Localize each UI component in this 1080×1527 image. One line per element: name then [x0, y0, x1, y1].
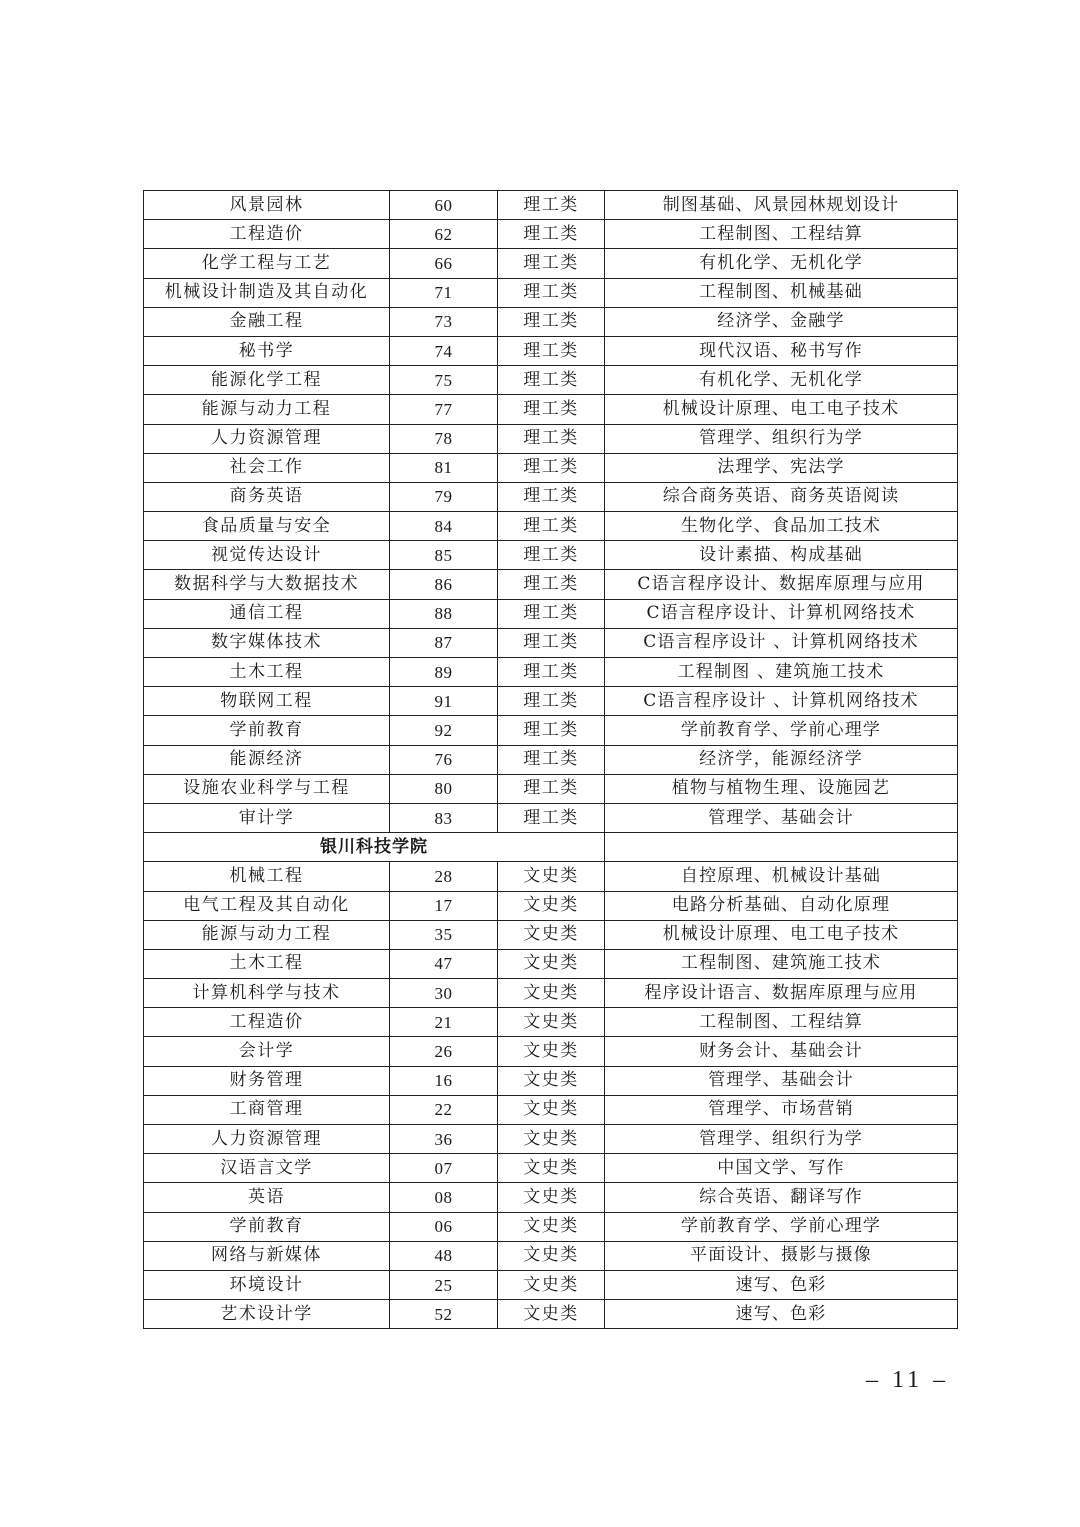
category-cell: 文史类	[498, 891, 605, 920]
table-row	[144, 687, 958, 716]
code-cell: 52	[390, 1300, 498, 1329]
category-cell: 理工类	[498, 191, 605, 220]
category-cell: 文史类	[498, 1095, 605, 1124]
subjects-cell: 管理学、组织行为学	[605, 424, 958, 453]
major-cell: 能源与动力工程	[144, 395, 390, 424]
code-cell: 30	[390, 979, 498, 1008]
code-cell: 66	[390, 249, 498, 278]
major-cell: 设施农业科学与工程	[144, 774, 390, 803]
table-row	[144, 512, 958, 541]
code-cell: 71	[390, 278, 498, 307]
code-cell: 75	[390, 366, 498, 395]
code-cell: 73	[390, 307, 498, 336]
subjects-cell: 程序设计语言、数据库原理与应用	[605, 979, 958, 1008]
category-cell: 理工类	[498, 307, 605, 336]
table-row	[144, 278, 958, 307]
major-cell: 风景园林	[144, 191, 390, 220]
major-cell: 工商管理	[144, 1095, 390, 1124]
subjects-cell: 有机化学、无机化学	[605, 249, 958, 278]
category-cell: 理工类	[498, 366, 605, 395]
major-cell: 英语	[144, 1183, 390, 1212]
major-cell: 化学工程与工艺	[144, 249, 390, 278]
code-cell: 78	[390, 424, 498, 453]
subjects-cell: 机械设计原理、电工电子技术	[605, 395, 958, 424]
subjects-cell: 速写、色彩	[605, 1300, 958, 1329]
category-cell: 理工类	[498, 278, 605, 307]
table-row	[144, 803, 958, 832]
code-cell: 89	[390, 658, 498, 687]
table-row	[144, 1154, 958, 1183]
table-row	[144, 249, 958, 278]
code-cell: 17	[390, 891, 498, 920]
code-cell: 25	[390, 1270, 498, 1299]
major-cell: 数据科学与大数据技术	[144, 570, 390, 599]
subjects-cell: 管理学、组织行为学	[605, 1125, 958, 1154]
major-cell: 学前教育	[144, 716, 390, 745]
subjects-cell: 经济学、金融学	[605, 307, 958, 336]
category-cell: 文史类	[498, 1066, 605, 1095]
category-cell: 文史类	[498, 1037, 605, 1066]
category-cell: 理工类	[498, 512, 605, 541]
major-cell: 物联网工程	[144, 687, 390, 716]
code-cell: 60	[390, 191, 498, 220]
code-cell: 77	[390, 395, 498, 424]
table-row	[144, 979, 958, 1008]
code-cell: 28	[390, 862, 498, 891]
table-row	[144, 570, 958, 599]
table-row	[144, 1037, 958, 1066]
major-cell: 审计学	[144, 803, 390, 832]
category-cell: 文史类	[498, 979, 605, 1008]
major-cell: 食品质量与安全	[144, 512, 390, 541]
subjects-cell: 经济学，能源经济学	[605, 745, 958, 774]
major-cell: 秘书学	[144, 336, 390, 365]
table-row	[144, 307, 958, 336]
category-cell: 文史类	[498, 1212, 605, 1241]
major-cell: 机械设计制造及其自动化	[144, 278, 390, 307]
code-cell: 26	[390, 1037, 498, 1066]
category-cell: 理工类	[498, 628, 605, 657]
table-row	[144, 453, 958, 482]
page-number: – 11 –	[866, 1367, 950, 1393]
code-cell: 87	[390, 628, 498, 657]
category-cell: 理工类	[498, 570, 605, 599]
table-row	[144, 541, 958, 570]
code-cell: 76	[390, 745, 498, 774]
code-cell: 88	[390, 599, 498, 628]
table-row	[144, 366, 958, 395]
subjects-cell: 法理学、宪法学	[605, 453, 958, 482]
table-row	[144, 191, 958, 220]
major-cell: 会计学	[144, 1037, 390, 1066]
major-cell: 人力资源管理	[144, 1125, 390, 1154]
major-cell: 能源与动力工程	[144, 920, 390, 949]
category-cell: 理工类	[498, 745, 605, 774]
section-header-empty-cell	[605, 833, 958, 862]
category-cell: 理工类	[498, 482, 605, 511]
category-cell: 文史类	[498, 1300, 605, 1329]
category-cell: 文史类	[498, 1125, 605, 1154]
category-cell: 理工类	[498, 716, 605, 745]
code-cell: 48	[390, 1241, 498, 1270]
category-cell: 文史类	[498, 1183, 605, 1212]
majors-table	[143, 190, 958, 1329]
table-row	[144, 1008, 958, 1037]
code-cell: 36	[390, 1125, 498, 1154]
subjects-cell: 机械设计原理、电工电子技术	[605, 920, 958, 949]
category-cell: 理工类	[498, 220, 605, 249]
subjects-cell: 工程制图、工程结算	[605, 220, 958, 249]
subjects-cell: 植物与植物生理、设施园艺	[605, 774, 958, 803]
table-row	[144, 1300, 958, 1329]
subjects-cell: 学前教育学、学前心理学	[605, 1212, 958, 1241]
subjects-cell: C语言程序设计、计算机网络技术	[605, 599, 958, 628]
category-cell: 理工类	[498, 395, 605, 424]
code-cell: 16	[390, 1066, 498, 1095]
major-cell: 人力资源管理	[144, 424, 390, 453]
major-cell: 商务英语	[144, 482, 390, 511]
subjects-cell: 生物化学、食品加工技术	[605, 512, 958, 541]
table-row	[144, 1270, 958, 1299]
table-row	[144, 774, 958, 803]
subjects-cell: C语言程序设计、数据库原理与应用	[605, 570, 958, 599]
section-header-group	[144, 833, 958, 862]
subjects-cell: 综合商务英语、商务英语阅读	[605, 482, 958, 511]
table-row	[144, 599, 958, 628]
subjects-cell: 管理学、基础会计	[605, 803, 958, 832]
category-cell: 理工类	[498, 658, 605, 687]
code-cell: 35	[390, 920, 498, 949]
major-cell: 能源经济	[144, 745, 390, 774]
table-row	[144, 1125, 958, 1154]
table-row	[144, 862, 958, 891]
table-row	[144, 395, 958, 424]
table-row	[144, 1212, 958, 1241]
major-cell: 艺术设计学	[144, 1300, 390, 1329]
table-row	[144, 949, 958, 978]
major-cell: 工程造价	[144, 1008, 390, 1037]
table-row	[144, 1241, 958, 1270]
subjects-cell: 设计素描、构成基础	[605, 541, 958, 570]
code-cell: 47	[390, 949, 498, 978]
major-cell: 土木工程	[144, 658, 390, 687]
category-cell: 理工类	[498, 774, 605, 803]
subjects-cell: 工程制图、建筑施工技术	[605, 949, 958, 978]
science-rows	[144, 191, 958, 833]
code-cell: 81	[390, 453, 498, 482]
category-cell: 文史类	[498, 1154, 605, 1183]
liberal-arts-rows	[144, 862, 958, 1329]
code-cell: 91	[390, 687, 498, 716]
subjects-cell: 制图基础、风景园林规划设计	[605, 191, 958, 220]
major-cell: 金融工程	[144, 307, 390, 336]
major-cell: 机械工程	[144, 862, 390, 891]
category-cell: 文史类	[498, 1270, 605, 1299]
code-cell: 21	[390, 1008, 498, 1037]
table-row	[144, 220, 958, 249]
subjects-cell: 电路分析基础、自动化原理	[605, 891, 958, 920]
major-cell: 社会工作	[144, 453, 390, 482]
section-header-row	[144, 833, 958, 862]
subjects-cell: C语言程序设计 、计算机网络技术	[605, 687, 958, 716]
subjects-cell: 管理学、基础会计	[605, 1066, 958, 1095]
subjects-cell: 工程制图、工程结算	[605, 1008, 958, 1037]
major-cell: 通信工程	[144, 599, 390, 628]
category-cell: 理工类	[498, 803, 605, 832]
subjects-cell: C语言程序设计 、计算机网络技术	[605, 628, 958, 657]
code-cell: 07	[390, 1154, 498, 1183]
category-cell: 文史类	[498, 1241, 605, 1270]
major-cell: 视觉传达设计	[144, 541, 390, 570]
category-cell: 文史类	[498, 920, 605, 949]
table-row	[144, 716, 958, 745]
code-cell: 85	[390, 541, 498, 570]
major-cell: 计算机科学与技术	[144, 979, 390, 1008]
code-cell: 92	[390, 716, 498, 745]
table-row	[144, 745, 958, 774]
code-cell: 79	[390, 482, 498, 511]
category-cell: 理工类	[498, 249, 605, 278]
code-cell: 84	[390, 512, 498, 541]
table-row	[144, 424, 958, 453]
subjects-cell: 有机化学、无机化学	[605, 366, 958, 395]
major-cell: 能源化学工程	[144, 366, 390, 395]
code-cell: 06	[390, 1212, 498, 1241]
table-row	[144, 628, 958, 657]
subjects-cell: 工程制图 、建筑施工技术	[605, 658, 958, 687]
table-row	[144, 1183, 958, 1212]
subjects-cell: 工程制图、机械基础	[605, 278, 958, 307]
category-cell: 理工类	[498, 424, 605, 453]
table-row	[144, 1095, 958, 1124]
major-cell: 工程造价	[144, 220, 390, 249]
subjects-cell: 中国文学、写作	[605, 1154, 958, 1183]
table-row	[144, 336, 958, 365]
section-title: 银川科技学院	[144, 833, 605, 862]
table-row	[144, 891, 958, 920]
table-row	[144, 658, 958, 687]
table-row	[144, 1066, 958, 1095]
category-cell: 理工类	[498, 687, 605, 716]
category-cell: 文史类	[498, 862, 605, 891]
major-cell: 数字媒体技术	[144, 628, 390, 657]
subjects-cell: 综合英语、翻译写作	[605, 1183, 958, 1212]
category-cell: 文史类	[498, 1008, 605, 1037]
code-cell: 83	[390, 803, 498, 832]
subjects-cell: 速写、色彩	[605, 1270, 958, 1299]
table-row	[144, 920, 958, 949]
major-cell: 汉语言文学	[144, 1154, 390, 1183]
code-cell: 80	[390, 774, 498, 803]
category-cell: 理工类	[498, 541, 605, 570]
category-cell: 理工类	[498, 599, 605, 628]
category-cell: 理工类	[498, 453, 605, 482]
code-cell: 74	[390, 336, 498, 365]
code-cell: 86	[390, 570, 498, 599]
code-cell: 22	[390, 1095, 498, 1124]
major-cell: 网络与新媒体	[144, 1241, 390, 1270]
subjects-cell: 财务会计、基础会计	[605, 1037, 958, 1066]
major-cell: 学前教育	[144, 1212, 390, 1241]
code-cell: 08	[390, 1183, 498, 1212]
major-cell: 环境设计	[144, 1270, 390, 1299]
category-cell: 理工类	[498, 336, 605, 365]
subjects-cell: 自控原理、机械设计基础	[605, 862, 958, 891]
table-row	[144, 482, 958, 511]
subjects-cell: 管理学、市场营销	[605, 1095, 958, 1124]
subjects-cell: 现代汉语、秘书写作	[605, 336, 958, 365]
subjects-cell: 学前教育学、学前心理学	[605, 716, 958, 745]
category-cell: 文史类	[498, 949, 605, 978]
major-cell: 财务管理	[144, 1066, 390, 1095]
code-cell: 62	[390, 220, 498, 249]
subjects-cell: 平面设计、摄影与摄像	[605, 1241, 958, 1270]
major-cell: 电气工程及其自动化	[144, 891, 390, 920]
major-cell: 土木工程	[144, 949, 390, 978]
